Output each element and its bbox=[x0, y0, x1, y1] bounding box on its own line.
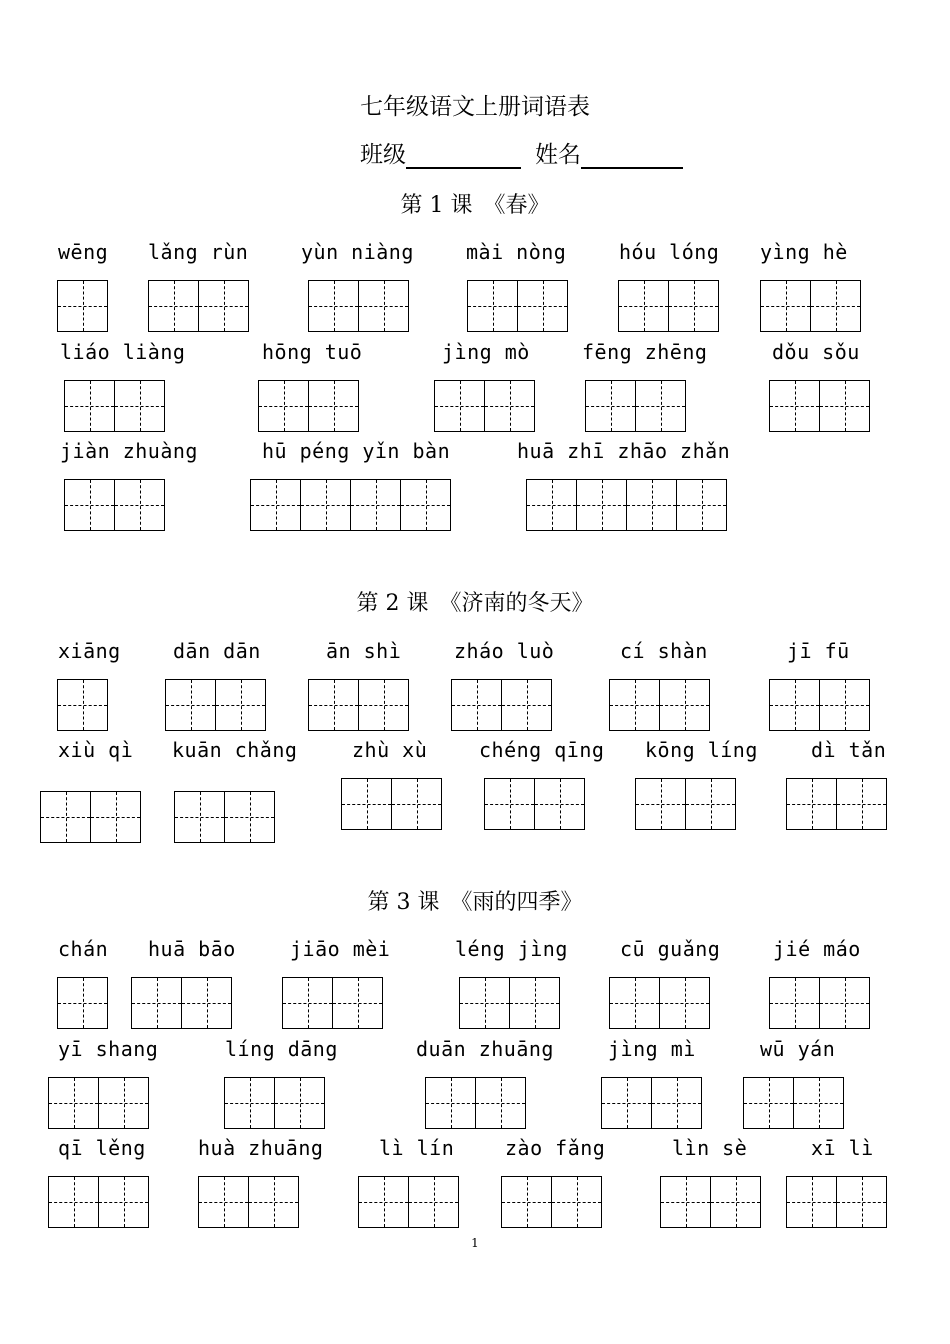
writing-cell[interactable] bbox=[58, 978, 108, 1028]
writing-grid[interactable] bbox=[769, 380, 870, 432]
pinyin-word: yī shang bbox=[58, 1037, 159, 1061]
writing-cell[interactable] bbox=[468, 281, 518, 331]
writing-cell[interactable] bbox=[426, 1078, 476, 1128]
writing-grid[interactable] bbox=[585, 380, 686, 432]
name-label: 姓名 bbox=[535, 142, 581, 168]
pinyin-word: zháo luò bbox=[454, 639, 555, 663]
writing-cell[interactable] bbox=[636, 779, 686, 829]
writing-cell[interactable] bbox=[794, 1078, 844, 1128]
writing-cell[interactable] bbox=[811, 281, 861, 331]
pinyin-word: lìn sè bbox=[672, 1136, 748, 1160]
writing-cell[interactable] bbox=[820, 680, 870, 730]
writing-cell[interactable] bbox=[149, 281, 199, 331]
writing-cell[interactable] bbox=[485, 381, 535, 431]
pinyin-word: hóu lóng bbox=[619, 240, 720, 264]
writing-cell[interactable] bbox=[619, 281, 669, 331]
writing-cell[interactable] bbox=[485, 779, 535, 829]
pinyin-word: lǎng rùn bbox=[148, 240, 249, 264]
pinyin-word: duān zhuāng bbox=[416, 1037, 554, 1061]
writing-cell[interactable] bbox=[510, 978, 560, 1028]
writing-grid[interactable] bbox=[64, 479, 165, 531]
writing-cell[interactable] bbox=[409, 1177, 459, 1227]
pinyin-word: yùn niàng bbox=[301, 240, 414, 264]
pinyin-word: jìng mò bbox=[442, 340, 530, 364]
pinyin-word: mài nòng bbox=[466, 240, 567, 264]
pinyin-word: huā zhī zhāo zhǎn bbox=[517, 439, 731, 463]
writing-cell[interactable] bbox=[216, 680, 266, 730]
writing-cell[interactable] bbox=[251, 480, 301, 530]
writing-cell[interactable] bbox=[661, 1177, 711, 1227]
writing-cell[interactable] bbox=[182, 978, 232, 1028]
writing-grid[interactable] bbox=[743, 1077, 844, 1129]
page-title: 七年级语文上册词语表 bbox=[360, 94, 590, 120]
pinyin-word: xiāng bbox=[58, 639, 121, 663]
pinyin-word: zào fǎng bbox=[505, 1136, 606, 1160]
writing-cell[interactable] bbox=[333, 978, 383, 1028]
writing-cell[interactable] bbox=[527, 480, 577, 530]
writing-grid[interactable] bbox=[258, 380, 359, 432]
pinyin-word: chán bbox=[58, 937, 109, 961]
writing-grid[interactable] bbox=[434, 380, 535, 432]
writing-cell[interactable] bbox=[837, 779, 887, 829]
pinyin-word: jī fū bbox=[787, 639, 850, 663]
writing-cell[interactable] bbox=[91, 792, 141, 842]
writing-grid[interactable] bbox=[660, 1176, 761, 1228]
pinyin-word: jié máo bbox=[773, 937, 861, 961]
writing-cell[interactable] bbox=[58, 281, 108, 331]
pinyin-word: jiāo mèi bbox=[290, 937, 391, 961]
writing-cell[interactable] bbox=[225, 1078, 275, 1128]
writing-grid[interactable] bbox=[786, 1176, 887, 1228]
writing-grid[interactable] bbox=[198, 1176, 299, 1228]
writing-cell[interactable] bbox=[652, 1078, 702, 1128]
writing-cell[interactable] bbox=[225, 792, 275, 842]
writing-cell[interactable] bbox=[309, 281, 359, 331]
writing-cell[interactable] bbox=[586, 381, 636, 431]
writing-cell[interactable] bbox=[166, 680, 216, 730]
writing-cell[interactable] bbox=[342, 779, 392, 829]
writing-cell[interactable] bbox=[761, 281, 811, 331]
lesson-heading-3: 第 3 课 《雨的四季》 bbox=[367, 890, 583, 915]
pinyin-word: jiàn zhuàng bbox=[60, 439, 198, 463]
writing-grid[interactable] bbox=[48, 1077, 149, 1129]
pinyin-word: dǒu sǒu bbox=[772, 340, 860, 364]
writing-cell[interactable] bbox=[392, 779, 442, 829]
writing-grid[interactable] bbox=[48, 1176, 149, 1228]
writing-cell[interactable] bbox=[610, 978, 660, 1028]
writing-cell[interactable] bbox=[820, 381, 870, 431]
pinyin-word: liáo liàng bbox=[60, 340, 186, 364]
writing-grid[interactable] bbox=[57, 977, 108, 1029]
writing-grid[interactable] bbox=[451, 679, 552, 731]
writing-cell[interactable] bbox=[518, 281, 568, 331]
writing-grid[interactable] bbox=[131, 977, 232, 1029]
class-field[interactable] bbox=[406, 137, 521, 169]
writing-grid[interactable] bbox=[484, 778, 585, 830]
pinyin-word: fēng zhēng bbox=[582, 340, 708, 364]
writing-grid[interactable] bbox=[308, 280, 409, 332]
writing-cell[interactable] bbox=[401, 480, 451, 530]
writing-cell[interactable] bbox=[359, 1177, 409, 1227]
writing-cell[interactable] bbox=[41, 792, 91, 842]
writing-grid[interactable] bbox=[601, 1077, 702, 1129]
pinyin-word: dān dān bbox=[173, 639, 261, 663]
writing-grid[interactable] bbox=[57, 280, 108, 332]
writing-cell[interactable] bbox=[660, 978, 710, 1028]
writing-grid[interactable] bbox=[282, 977, 383, 1029]
writing-cell[interactable] bbox=[669, 281, 719, 331]
writing-grid[interactable] bbox=[501, 1176, 602, 1228]
writing-cell[interactable] bbox=[787, 1177, 837, 1227]
pinyin-word: hū péng yǐn bàn bbox=[262, 439, 451, 463]
writing-grid[interactable] bbox=[425, 1077, 526, 1129]
writing-grid[interactable] bbox=[609, 679, 710, 731]
writing-cell[interactable] bbox=[460, 978, 510, 1028]
writing-grid[interactable] bbox=[467, 280, 568, 332]
pinyin-word: wū yán bbox=[760, 1037, 836, 1061]
writing-cell[interactable] bbox=[820, 978, 870, 1028]
writing-cell[interactable] bbox=[359, 680, 409, 730]
writing-cell[interactable] bbox=[309, 680, 359, 730]
lesson-heading-2: 第 2 课 《济南的冬天》 bbox=[356, 591, 594, 616]
writing-grid[interactable] bbox=[618, 280, 719, 332]
writing-cell[interactable] bbox=[711, 1177, 761, 1227]
writing-cell[interactable] bbox=[770, 381, 820, 431]
writing-grid[interactable] bbox=[224, 1077, 325, 1129]
pinyin-word: ān shì bbox=[326, 639, 402, 663]
pinyin-word: qī lěng bbox=[58, 1136, 146, 1160]
writing-cell[interactable] bbox=[115, 480, 165, 530]
writing-cell[interactable] bbox=[770, 680, 820, 730]
writing-grid[interactable] bbox=[358, 1176, 459, 1228]
writing-grid[interactable] bbox=[526, 479, 727, 531]
pinyin-word: hōng tuō bbox=[262, 340, 363, 364]
writing-grid[interactable] bbox=[64, 380, 165, 432]
writing-cell[interactable] bbox=[660, 680, 710, 730]
writing-cell[interactable] bbox=[476, 1078, 526, 1128]
writing-cell[interactable] bbox=[770, 978, 820, 1028]
writing-cell[interactable] bbox=[552, 1177, 602, 1227]
pinyin-word: cí shàn bbox=[620, 639, 708, 663]
writing-cell[interactable] bbox=[275, 1078, 325, 1128]
writing-cell[interactable] bbox=[99, 1078, 149, 1128]
class-name-line bbox=[360, 136, 683, 169]
pinyin-word: cū guǎng bbox=[620, 937, 721, 961]
pinyin-word: líng dāng bbox=[225, 1037, 338, 1061]
writing-grid[interactable] bbox=[250, 479, 451, 531]
writing-grid[interactable] bbox=[459, 977, 560, 1029]
pinyin-word: lì lín bbox=[379, 1136, 455, 1160]
name-field[interactable] bbox=[581, 137, 683, 169]
writing-cell[interactable] bbox=[435, 381, 485, 431]
pinyin-word: yìng hè bbox=[760, 240, 848, 264]
writing-cell[interactable] bbox=[744, 1078, 794, 1128]
writing-cell[interactable] bbox=[49, 1078, 99, 1128]
writing-cell[interactable] bbox=[502, 680, 552, 730]
writing-cell[interactable] bbox=[627, 480, 677, 530]
writing-grid[interactable] bbox=[635, 778, 736, 830]
pinyin-word: zhù xù bbox=[352, 738, 428, 762]
writing-cell[interactable] bbox=[99, 1177, 149, 1227]
writing-cell[interactable] bbox=[351, 480, 401, 530]
page-number: 1 bbox=[471, 1236, 479, 1250]
writing-grid[interactable] bbox=[308, 679, 409, 731]
writing-cell[interactable] bbox=[49, 1177, 99, 1227]
writing-cell[interactable] bbox=[65, 381, 115, 431]
writing-grid[interactable] bbox=[769, 977, 870, 1029]
pinyin-word: xī lì bbox=[811, 1136, 874, 1160]
pinyin-word: wēng bbox=[58, 240, 109, 264]
writing-cell[interactable] bbox=[115, 381, 165, 431]
writing-cell[interactable] bbox=[301, 480, 351, 530]
pinyin-word: léng jìng bbox=[455, 937, 568, 961]
pinyin-word: huà zhuāng bbox=[198, 1136, 324, 1160]
writing-cell[interactable] bbox=[577, 480, 627, 530]
writing-cell[interactable] bbox=[175, 792, 225, 842]
writing-cell[interactable] bbox=[686, 779, 736, 829]
pinyin-word: dì tǎn bbox=[811, 738, 887, 762]
pinyin-word: xiù qì bbox=[58, 738, 134, 762]
writing-grid[interactable] bbox=[760, 280, 861, 332]
writing-grid[interactable] bbox=[40, 791, 141, 843]
writing-grid[interactable] bbox=[786, 778, 887, 830]
writing-cell[interactable] bbox=[636, 381, 686, 431]
writing-grid[interactable] bbox=[57, 679, 108, 731]
writing-cell[interactable] bbox=[199, 281, 249, 331]
writing-grid[interactable] bbox=[174, 791, 275, 843]
writing-grid[interactable] bbox=[148, 280, 249, 332]
pinyin-word: jìng mì bbox=[608, 1037, 696, 1061]
writing-grid[interactable] bbox=[609, 977, 710, 1029]
writing-cell[interactable] bbox=[535, 779, 585, 829]
writing-cell[interactable] bbox=[452, 680, 502, 730]
writing-cell[interactable] bbox=[199, 1177, 249, 1227]
writing-cell[interactable] bbox=[259, 381, 309, 431]
writing-cell[interactable] bbox=[65, 480, 115, 530]
writing-cell[interactable] bbox=[502, 1177, 552, 1227]
class-label: 班级 bbox=[360, 142, 406, 168]
pinyin-word: kōng líng bbox=[645, 738, 758, 762]
writing-cell[interactable] bbox=[677, 480, 727, 530]
writing-cell[interactable] bbox=[309, 381, 359, 431]
pinyin-word: chéng qīng bbox=[479, 738, 605, 762]
writing-cell[interactable] bbox=[132, 978, 182, 1028]
writing-cell[interactable] bbox=[249, 1177, 299, 1227]
writing-cell[interactable] bbox=[787, 779, 837, 829]
writing-cell[interactable] bbox=[58, 680, 108, 730]
writing-grid[interactable] bbox=[165, 679, 266, 731]
writing-cell[interactable] bbox=[359, 281, 409, 331]
writing-grid[interactable] bbox=[769, 679, 870, 731]
writing-cell[interactable] bbox=[610, 680, 660, 730]
writing-cell[interactable] bbox=[602, 1078, 652, 1128]
writing-grid[interactable] bbox=[341, 778, 442, 830]
writing-cell[interactable] bbox=[837, 1177, 887, 1227]
lesson-heading-1: 第 1 课 《春》 bbox=[400, 193, 550, 218]
pinyin-word: kuān chǎng bbox=[172, 738, 298, 762]
writing-cell[interactable] bbox=[283, 978, 333, 1028]
pinyin-word: huā bāo bbox=[148, 937, 236, 961]
